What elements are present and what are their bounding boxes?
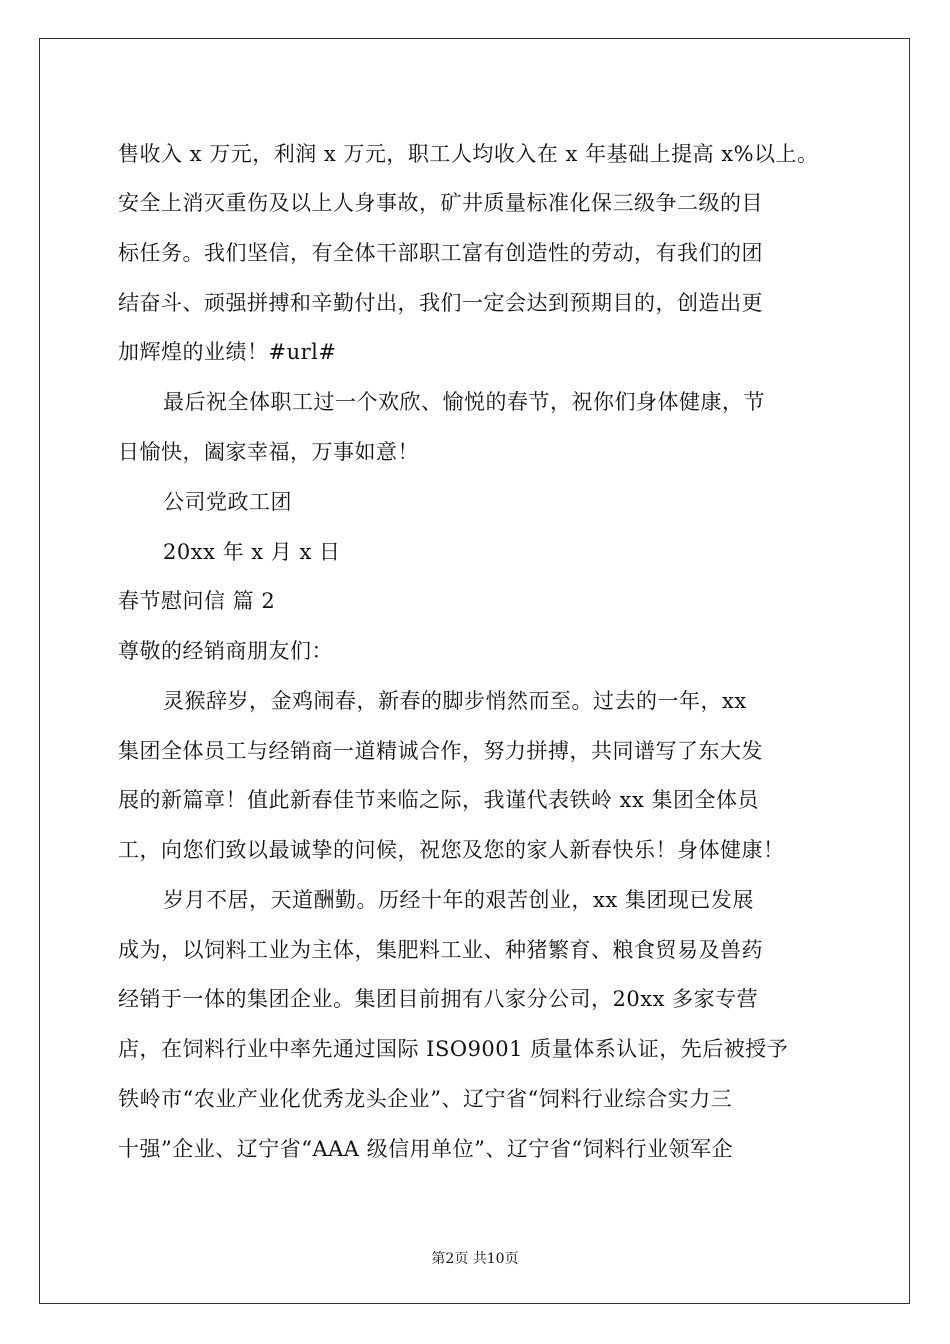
text-line: 工，向您们致以最诚挚的问候，祝您及您的家人新春快乐！身体健康！ [118, 838, 785, 862]
text-line: 最后祝全体职工过一个欢欣、愉悦的春节，祝你们身体健康，节 [163, 390, 765, 414]
text-line: 加辉煌的业绩！#url# [118, 340, 337, 364]
page-number: 第2页 共10页 [431, 1251, 519, 1267]
signature-org: 公司党政工团 [163, 490, 292, 514]
text-line: 售收入 x 万元，利润 x 万元，职工人均收入在 x 年基础上提高 x%以上。 [118, 142, 819, 166]
text-line: 标任务。我们坚信，有全体干部职工富有创造性的劳动，有我们的团 [118, 241, 763, 265]
text-line: 灵猴辞岁，金鸡闹春，新春的脚步悄然而至。过去的一年，xx [163, 689, 747, 713]
text-line: 结奋斗、顽强拼搏和辛勤付出，我们一定会达到预期目的，创造出更 [118, 291, 763, 315]
text-line: 安全上消灭重伤及以上人身事故，矿井质量标准化保三级争二级的目 [118, 191, 763, 215]
text-line: 展的新篇章！值此新春佳节来临之际，我谨代表铁岭 xx 集团全体员 [118, 788, 760, 812]
signature-date: 20xx 年 x 月 x 日 [163, 540, 341, 564]
text-line: 店，在饲料行业中率先通过国际 ISO9001 质量体系认证，先后被授予 [118, 1037, 789, 1061]
text-line: 十强”企业、辽宁省“AAA 级信用单位”、辽宁省“饲料行业领军企 [118, 1137, 734, 1161]
salutation: 尊敬的经销商朋友们： [118, 639, 333, 663]
text-line: 铁岭市“农业产业化优秀龙头企业”、辽宁省“饲料行业综合实力三 [118, 1087, 733, 1111]
text-line: 经销于一体的集团企业。集团目前拥有八家分公司，20xx 多家专营 [118, 987, 759, 1011]
text-line: 成为，以饲料工业为主体，集肥料工业、种猪繁育、粮食贸易及兽药 [118, 938, 763, 962]
section-title: 春节慰问信 篇 2 [118, 589, 276, 613]
text-line: 日愉快，阖家幸福，万事如意！ [118, 440, 419, 464]
text-line: 岁月不居，天道酬勤。历经十年的艰苦创业，xx 集团现已发展 [163, 888, 754, 912]
page-border [39, 38, 910, 1304]
text-line: 集团全体员工与经销商一道精诚合作，努力拼搏，共同谱写了东大发 [118, 739, 763, 763]
